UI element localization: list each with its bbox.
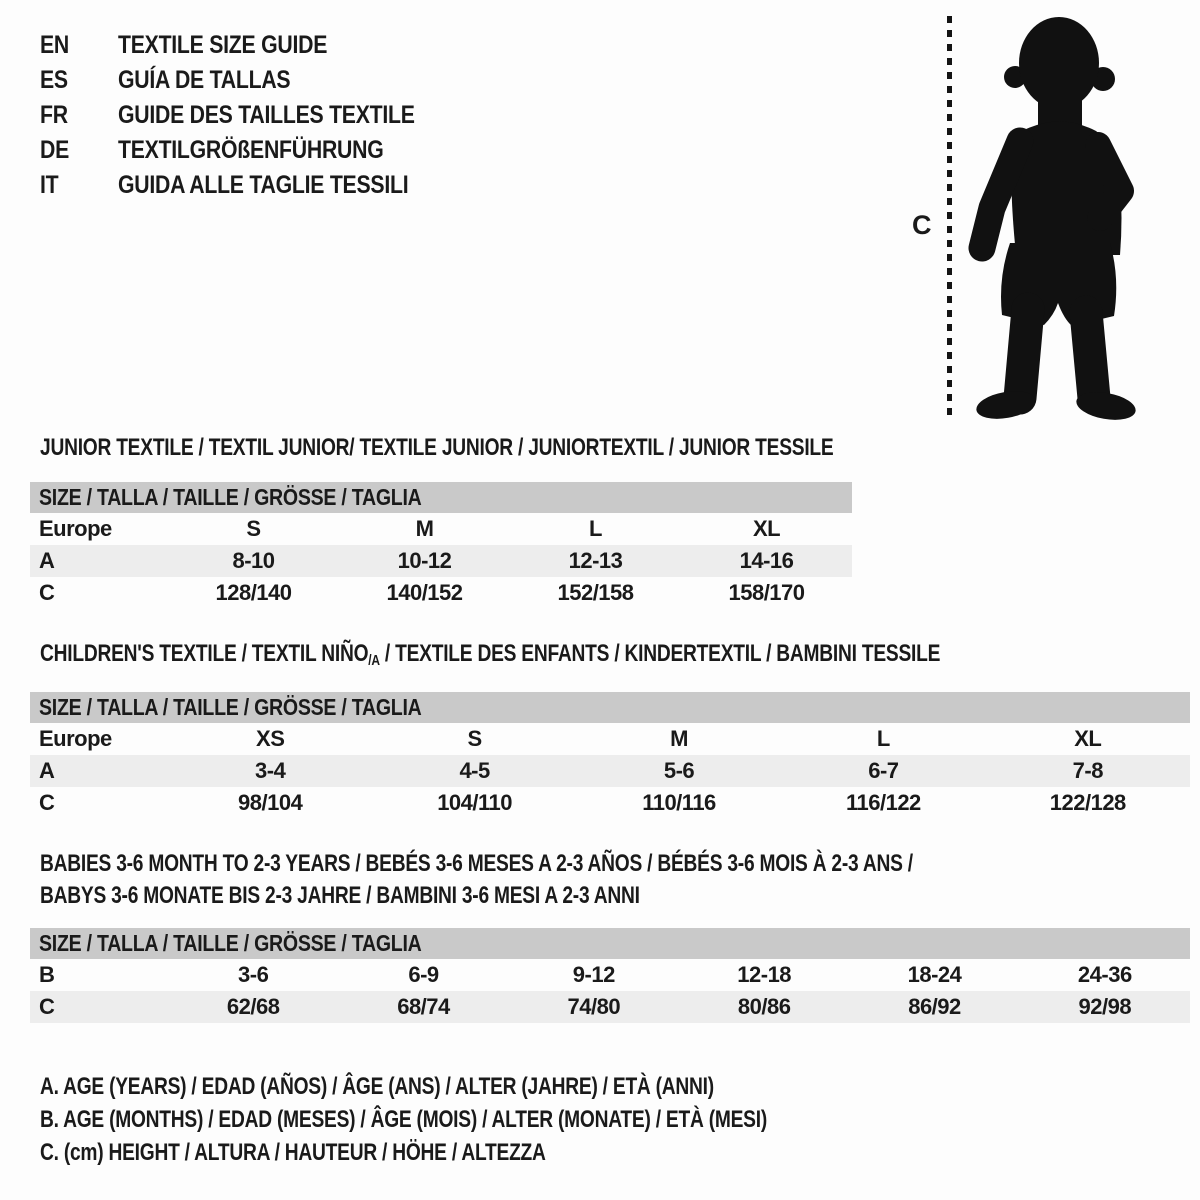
- lang-title-de: TEXTILGRÖßENFÜHRUNG: [118, 136, 384, 164]
- legend-line-c: [40, 1136, 949, 1169]
- legend-line-b: [40, 1103, 949, 1136]
- size-cell: XL: [752, 516, 781, 541]
- size-cell: 80/86: [737, 994, 791, 1019]
- children-table-header: [30, 692, 1190, 723]
- table-row: [30, 545, 852, 577]
- table-row: [30, 991, 1190, 1023]
- table-row: [30, 577, 852, 609]
- legend-text-c: C. (cm) HEIGHT / ALTURA / HAUTEUR / HÖHE / ALTEZZA: [40, 1139, 546, 1166]
- lang-row-fr: [40, 98, 467, 133]
- size-cell: 152/158: [557, 580, 634, 605]
- size-cell: 6-7: [868, 758, 899, 783]
- row-label: Europe: [39, 726, 112, 751]
- size-cell: L: [589, 516, 602, 541]
- lang-row-en: [40, 28, 467, 63]
- lang-code-fr: FR: [40, 101, 68, 129]
- size-cell: M: [415, 516, 434, 541]
- size-cell: 68/74: [397, 994, 450, 1019]
- size-cell: 62/68: [226, 994, 280, 1019]
- lang-code-es: ES: [40, 66, 68, 94]
- babies-heading-text-line1: BABIES 3-6 MONTH TO 2-3 YEARS / BEBÉS 3-6 MESES A 2-3 AÑOS / BÉBÉS 3-6 MOIS À 2-3 ANS /: [40, 850, 913, 877]
- size-cell: 12-13: [568, 548, 623, 573]
- legend-line-a: [40, 1070, 949, 1103]
- row-label: A: [39, 758, 55, 783]
- size-cell: 12-18: [737, 962, 792, 987]
- size-cell: 86/92: [908, 994, 961, 1019]
- height-label: C: [912, 210, 932, 240]
- size-cell: 3-6: [238, 962, 269, 987]
- babies-size-table: [30, 928, 1190, 1023]
- row-label: A: [39, 548, 55, 573]
- size-cell: 7-8: [1072, 758, 1103, 783]
- size-cell: 158/170: [728, 580, 805, 605]
- size-cell: S: [467, 726, 482, 751]
- lang-row-it: [40, 168, 467, 203]
- lang-code-en: EN: [40, 31, 70, 59]
- babies-section-heading-line1: [40, 850, 1131, 878]
- lang-title-en: TEXTILE SIZE GUIDE: [118, 31, 328, 59]
- size-cell: 122/128: [1049, 790, 1126, 815]
- table-row: [30, 755, 1190, 787]
- lang-title-fr: GUIDE DES TAILLES TEXTILE: [118, 101, 415, 129]
- babies-section-heading-line2: [40, 882, 790, 910]
- children-size-table: [30, 692, 1190, 819]
- size-cell: 128/140: [215, 580, 292, 605]
- junior-table-header-text: SIZE / TALLA / TAILLE / GRÖSSE / TAGLIA: [39, 484, 422, 510]
- size-cell: 8-10: [232, 548, 275, 573]
- size-cell: XL: [1074, 726, 1102, 751]
- lang-code-de: DE: [40, 136, 70, 164]
- size-cell: 74/80: [567, 994, 621, 1019]
- size-cell: L: [876, 726, 890, 751]
- height-dashed-line: [947, 16, 952, 416]
- children-table-header-text: SIZE / TALLA / TAILLE / GRÖSSE / TAGLIA: [39, 694, 422, 720]
- size-cell: 3-4: [255, 758, 286, 783]
- size-cell: 24-36: [1077, 962, 1132, 987]
- table-row: [30, 787, 1190, 819]
- babies-table-header-text: SIZE / TALLA / TAILLE / GRÖSSE / TAGLIA: [39, 930, 422, 956]
- size-cell: 4-5: [459, 758, 490, 783]
- children-section-heading: [40, 640, 1165, 669]
- lang-code-it: IT: [40, 171, 59, 199]
- language-title-list: [40, 28, 467, 203]
- table-row: [30, 959, 1190, 991]
- measurement-legend: [40, 1070, 949, 1169]
- lang-title-it: GUIDA ALLE TAGLIE TESSILI: [118, 171, 409, 199]
- size-cell: 18-24: [907, 962, 962, 987]
- size-cell: 98/104: [238, 790, 303, 815]
- lang-title-es: GUÍA DE TALLAS: [118, 66, 291, 94]
- row-label: C: [39, 994, 55, 1019]
- junior-table-header: [30, 482, 852, 513]
- legend-text-b: B. AGE (MONTHS) / EDAD (MESES) / ÂGE (MOIS) / ALTER (MONATE) / ETÀ (MESI): [40, 1106, 767, 1133]
- nino-a-subscript: /A: [368, 652, 380, 669]
- row-label: Europe: [39, 516, 112, 541]
- legend-text-a: A. AGE (YEARS) / EDAD (AÑOS) / ÂGE (ANS) / ALTER (JAHRE) / ETÀ (ANNI): [40, 1073, 714, 1100]
- babies-heading-text-line2: BABYS 3-6 MONATE BIS 2-3 JAHRE / BAMBINI 3-6 MESI A 2-3 ANNI: [40, 882, 640, 909]
- size-cell: M: [670, 726, 688, 751]
- size-cell: 5-6: [663, 758, 695, 783]
- junior-section-heading: [40, 434, 1032, 462]
- size-cell: 6-9: [408, 962, 439, 987]
- lang-row-es: [40, 63, 467, 98]
- size-cell: 110/116: [642, 790, 716, 815]
- size-cell: 10-12: [397, 548, 452, 573]
- junior-heading-text: JUNIOR TEXTILE / TEXTIL JUNIOR/ TEXTILE JUNIOR / JUNIORTEXTIL / JUNIOR TESSILE: [40, 434, 834, 461]
- junior-size-table: [30, 482, 852, 609]
- toddler-silhouette-icon: [958, 13, 1148, 421]
- lang-row-de: [40, 133, 467, 168]
- size-cell: 92/98: [1078, 994, 1132, 1019]
- table-row: [30, 513, 852, 545]
- size-cell: 116/122: [845, 790, 921, 815]
- size-cell: S: [246, 516, 261, 541]
- children-heading-text: CHILDREN'S TEXTILE / TEXTIL NIÑO/A / TEXTILE DES ENFANTS / KINDERTEXTIL / BAMBINI TESSILE: [40, 640, 941, 669]
- size-cell: 14-16: [739, 548, 794, 573]
- row-label: B: [39, 962, 55, 987]
- size-cell: 104/110: [437, 790, 512, 815]
- table-row: [30, 723, 1190, 755]
- babies-table-header: [30, 928, 1190, 959]
- row-label: C: [39, 790, 55, 815]
- size-cell: XS: [256, 726, 285, 751]
- size-cell: 9-12: [572, 962, 615, 987]
- size-cell: 140/152: [386, 580, 463, 605]
- row-label: C: [39, 580, 55, 605]
